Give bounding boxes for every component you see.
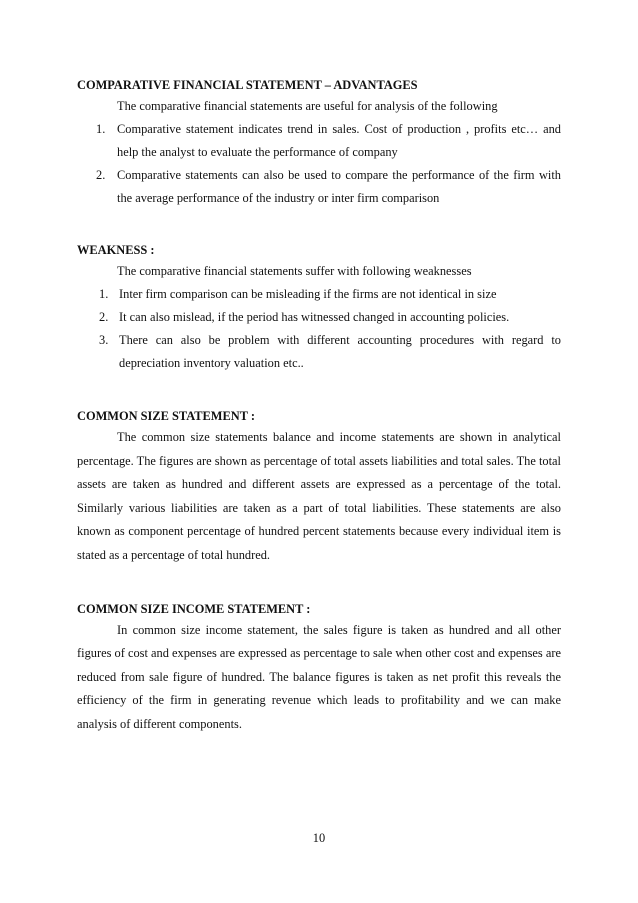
section-common-size-statement (77, 406, 561, 568)
page-number: 10 (312, 831, 326, 845)
list-item (77, 283, 561, 306)
weakness-list (77, 283, 561, 375)
list-item-text: Comparative statement indicates trend in sales. Cost of production , profits etc… and help the analyst to evaluate the performance of company (117, 122, 561, 159)
list-item-number: 3. (99, 333, 109, 347)
list-item (77, 164, 561, 210)
section-intro: The comparative financial statements suffer with following weaknesses (117, 264, 472, 278)
section-intro: The comparative financial statements are useful for analysis of the following (117, 99, 498, 113)
list-item-number: 1. (99, 287, 109, 301)
list-item-text: Comparative statements can also be used to compare the performance of the firm with the average performance of the industry or inter firm comparison (117, 168, 561, 205)
advantages-list (77, 118, 561, 210)
list-item-text: There can also be problem with different accounting procedures with regard to depreciation inventory valuation etc.. (119, 333, 561, 370)
page-content (77, 75, 561, 737)
section-spacer (77, 375, 561, 406)
list-item (77, 118, 561, 164)
section-spacer (77, 568, 561, 599)
section-heading: COMMON SIZE INCOME STATEMENT : (77, 601, 311, 616)
section-heading: COMMON SIZE STATEMENT : (77, 409, 255, 423)
section-heading: COMPARATIVE FINANCIAL STATEMENT – ADVANTAGES (77, 78, 418, 92)
list-item-number: 1. (96, 122, 106, 136)
section-paragraph: In common size income statement, the sales figure is taken as hundred and all other figures of cost and expenses are expressed as percentage to sale when other cost and expenses are reduced from sale figure of hundred. The balance figures is taken as net profit this reveals the efficiency of the firm in generating revenue which leads to profitability and we can make analysis of different components. (77, 622, 561, 731)
section-paragraph: The common size statements balance and income statements are shown in analytical percentage. The figures are shown as percentage of total assets liabilities and total sales. The total assets are taken as hundred and different assets are expressed as a percentage of the total. Similarly various liabilities are taken as a part of total liabilities. These statements are also known as component percentage of hundred percent statements because every individual item is stated as a percentage of total hundred. (77, 430, 561, 562)
section-common-size-income-statement (77, 599, 561, 737)
section-heading: WEAKNESS : (77, 243, 155, 257)
list-item-text: Inter firm comparison can be misleading if the firms are not identical in size (119, 287, 497, 301)
list-item (77, 329, 561, 375)
list-item-text: It can also mislead, if the period has witnessed changed in accounting policies. (119, 310, 510, 324)
section-spacer (77, 210, 561, 240)
list-item (77, 306, 561, 329)
section-weakness (77, 240, 561, 375)
list-item-number: 2. (99, 310, 109, 324)
list-item-number: 2. (96, 168, 106, 182)
section-advantages (77, 75, 561, 210)
